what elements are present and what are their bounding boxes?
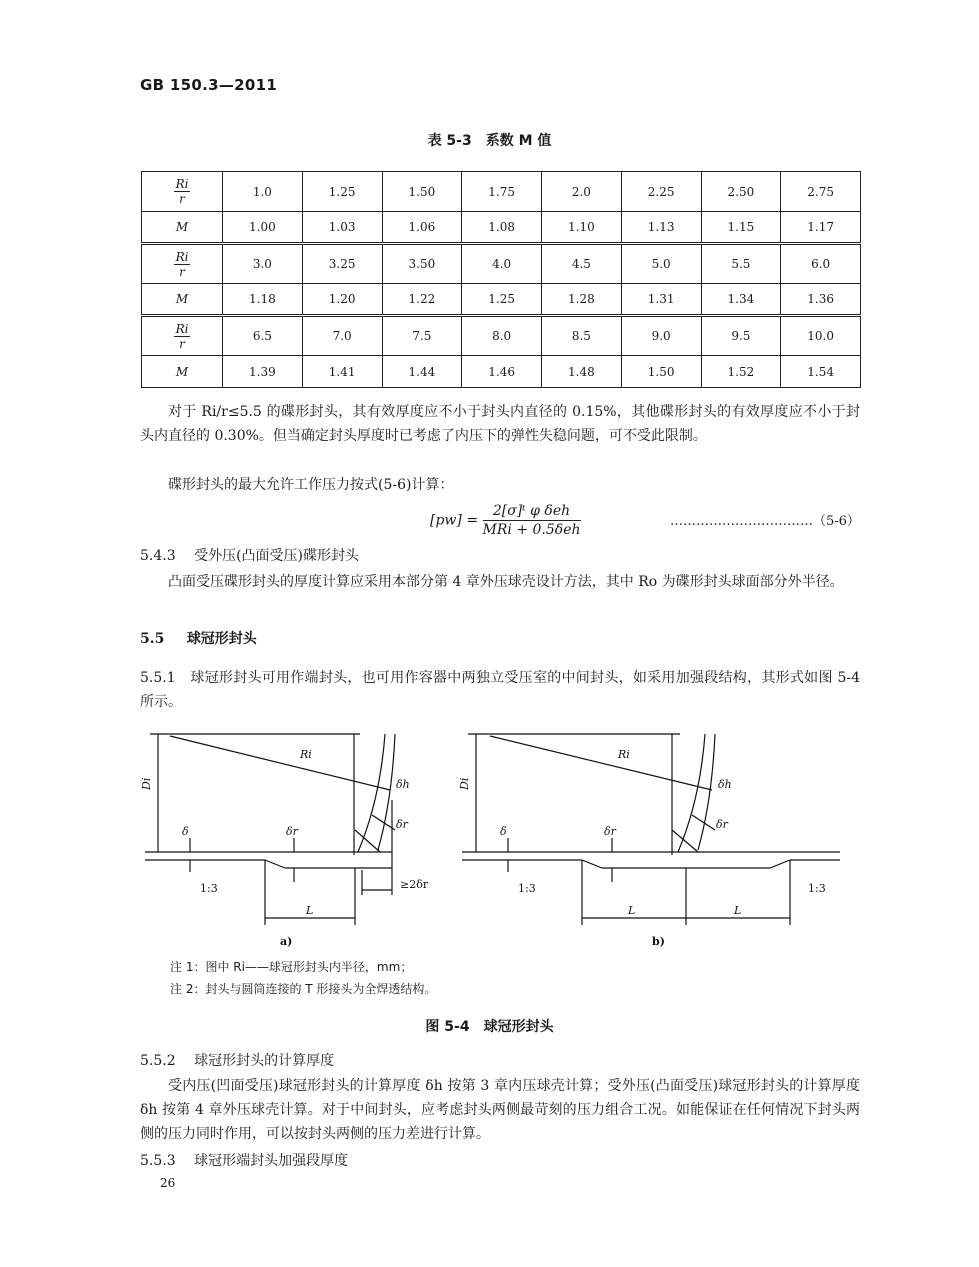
m-cell: 1.15 <box>701 212 781 244</box>
label-delta-h-a: δh <box>396 778 410 791</box>
label-delta-r2-a: δr <box>396 818 408 831</box>
m-cell: 1.08 <box>462 212 542 244</box>
label-L-b1: L <box>628 904 636 917</box>
label-Di-b: Di <box>458 777 471 790</box>
equation-number: ……………………………（5-6） <box>670 514 860 529</box>
label-delta-h-b: δh <box>718 778 732 791</box>
label-slope-a: 1:3 <box>200 882 218 895</box>
formula-5-6 <box>430 502 581 539</box>
section-number: 5.5 <box>140 631 165 647</box>
m-cell: 1.36 <box>781 284 861 316</box>
ratio-row <box>142 172 861 212</box>
label-delta-a: δ <box>182 825 189 838</box>
ratio-cell: 3.0 <box>223 244 303 284</box>
section-5-5-1 <box>140 666 860 714</box>
ratio-cell: 1.0 <box>223 172 303 212</box>
m-cell: 1.10 <box>542 212 622 244</box>
section-title: 球冠形端封头加强段厚度 <box>194 1153 349 1169</box>
m-cell: 1.50 <box>621 356 701 388</box>
m-cell: 1.06 <box>382 212 462 244</box>
paragraph-4: 受内压(凹面受压)球冠形封头的计算厚度 δh 按第 3 章内压球壳计算；受外压(凸面受压)球冠形封头的计算厚度 δh 按第 4 章外压球壳计算。对于中间封头，应考虑封头两侧最苛刻的压力组合工况。如能保证在任何情况下封头两侧的压力同时作用，可以按封头两侧的压力差进行计算。 <box>140 1078 860 1142</box>
m-cell: 1.39 <box>223 356 303 388</box>
paragraph-1: 对于 Ri/r≤5.5 的碟形封头，其有效厚度应不小于封头内直径的 0.15%，其他碟形封头的有效厚度应不小于封头内直径的 0.30%。但当确定封头厚度时已考虑了内压下的弹性失稳问题，可不受此限制。 <box>140 404 860 444</box>
m-cell: 1.54 <box>781 356 861 388</box>
label-delta-r-b: δr <box>604 825 616 838</box>
m-cell: 1.31 <box>621 284 701 316</box>
ratio-cell: 3.50 <box>382 244 462 284</box>
m-row <box>142 284 861 316</box>
ratio-cell: 7.5 <box>382 316 462 356</box>
page-header: GB 150.3—2011 <box>140 76 278 94</box>
paragraph-3: 凸面受压碟形封头的厚度计算应采用本部分第 4 章外压球壳设计方法，其中 Ro 为碟形封头球面部分外半径。 <box>168 574 844 590</box>
ratio-cell: 5.0 <box>621 244 701 284</box>
section-number: 5.4.3 <box>140 548 176 564</box>
figure-b <box>462 734 840 925</box>
m-cell: 1.25 <box>462 284 542 316</box>
m-cell: 1.13 <box>621 212 701 244</box>
ratio-cell: 1.50 <box>382 172 462 212</box>
label-delta-r2-b: δr <box>716 818 728 831</box>
ratio-cell: 10.0 <box>781 316 861 356</box>
ratio-row <box>142 244 861 284</box>
m-cell: 1.41 <box>302 356 382 388</box>
note-2: 注 2：封头与圆筒连接的 T 形接头为全焊透结构。 <box>170 982 437 996</box>
label-Di-a: Di <box>140 777 153 790</box>
ratio-cell: 9.5 <box>701 316 781 356</box>
label-min-length: ≥2δr <box>400 878 429 891</box>
ratio-cell: 4.0 <box>462 244 542 284</box>
ratio-label: $\frac{Ri}{r}$ <box>142 172 223 212</box>
ratio-cell: 8.0 <box>462 316 542 356</box>
note-1: 注 1：图中 Ri——球冠形封头内半径，mm； <box>170 960 413 974</box>
section-number: 5.5.3 <box>140 1153 176 1169</box>
label-slope-b1: 1:3 <box>518 882 536 895</box>
ratio-cell: 7.0 <box>302 316 382 356</box>
m-cell: 1.34 <box>701 284 781 316</box>
m-cell: 1.52 <box>701 356 781 388</box>
ratio-cell: 8.5 <box>542 316 622 356</box>
label-delta-b: δ <box>500 825 507 838</box>
ratio-cell: 6.5 <box>223 316 303 356</box>
label-Ri-b: Ri <box>618 748 630 761</box>
formula-numerator: 2[σ]ᵗ φ δeh <box>483 502 581 521</box>
m-cell: 1.17 <box>781 212 861 244</box>
label-b: b) <box>652 935 665 948</box>
m-row <box>142 212 861 244</box>
label-L-b2: L <box>734 904 742 917</box>
ratio-cell: 1.25 <box>302 172 382 212</box>
figure-5-4 <box>0 720 979 960</box>
formula-lhs: [pw] = <box>430 512 479 529</box>
section-title: 球冠形封头的计算厚度 <box>194 1053 335 1069</box>
ratio-cell: 1.75 <box>462 172 542 212</box>
section-5-5-3 <box>140 1150 348 1170</box>
ratio-cell: 3.25 <box>302 244 382 284</box>
ratio-cell: 2.75 <box>781 172 861 212</box>
section-number: 5.5.2 <box>140 1053 176 1069</box>
coefficient-table <box>141 171 861 388</box>
m-label: M <box>142 284 223 316</box>
section-5-4-3 <box>140 545 359 565</box>
label-a: a) <box>280 935 293 948</box>
page-number: 26 <box>160 1176 176 1190</box>
m-cell: 1.44 <box>382 356 462 388</box>
m-label: M <box>142 356 223 388</box>
ratio-label: $\frac{Ri}{r}$ <box>142 244 223 284</box>
label-slope-b2: 1:3 <box>808 882 826 895</box>
ratio-label: $\frac{Ri}{r}$ <box>142 316 223 356</box>
figure-caption: 图 5-4 球冠形封头 <box>425 1019 554 1035</box>
m-cell: 1.48 <box>542 356 622 388</box>
formula-denominator: MRi + 0.5δeh <box>482 522 581 538</box>
paragraph-2: 碟形封头的最大允许工作压力按式(5-6)计算： <box>168 477 454 493</box>
label-Ri-a: Ri <box>300 748 312 761</box>
m-cell: 1.18 <box>223 284 303 316</box>
section-title: 受外压(凸面受压)碟形封头 <box>194 548 360 564</box>
section-title: 球冠形封头 <box>186 631 257 647</box>
m-cell: 1.03 <box>302 212 382 244</box>
m-cell: 1.28 <box>542 284 622 316</box>
m-label: M <box>142 212 223 244</box>
section-5-5-2 <box>140 1050 334 1070</box>
m-cell: 1.22 <box>382 284 462 316</box>
ratio-row <box>142 316 861 356</box>
table-caption: 表 5-3 系数 M 值 <box>427 133 552 149</box>
ratio-cell: 9.0 <box>621 316 701 356</box>
section-number: 5.5.1 <box>140 670 176 686</box>
label-L-a: L <box>306 904 314 917</box>
label-delta-r-a: δr <box>286 825 298 838</box>
m-cell: 1.46 <box>462 356 542 388</box>
ratio-cell: 5.5 <box>701 244 781 284</box>
m-cell: 1.20 <box>302 284 382 316</box>
ratio-cell: 4.5 <box>542 244 622 284</box>
section-text: 球冠形封头可用作端封头，也可用作容器中两独立受压室的中间封头，如采用加强段结构，其形式如图 5-4 所示。 <box>140 670 860 710</box>
ratio-cell: 2.0 <box>542 172 622 212</box>
m-cell: 1.00 <box>223 212 303 244</box>
ratio-cell: 2.50 <box>701 172 781 212</box>
ratio-cell: 2.25 <box>621 172 701 212</box>
section-5-5 <box>140 628 257 648</box>
ratio-cell: 6.0 <box>781 244 861 284</box>
m-row <box>142 356 861 388</box>
